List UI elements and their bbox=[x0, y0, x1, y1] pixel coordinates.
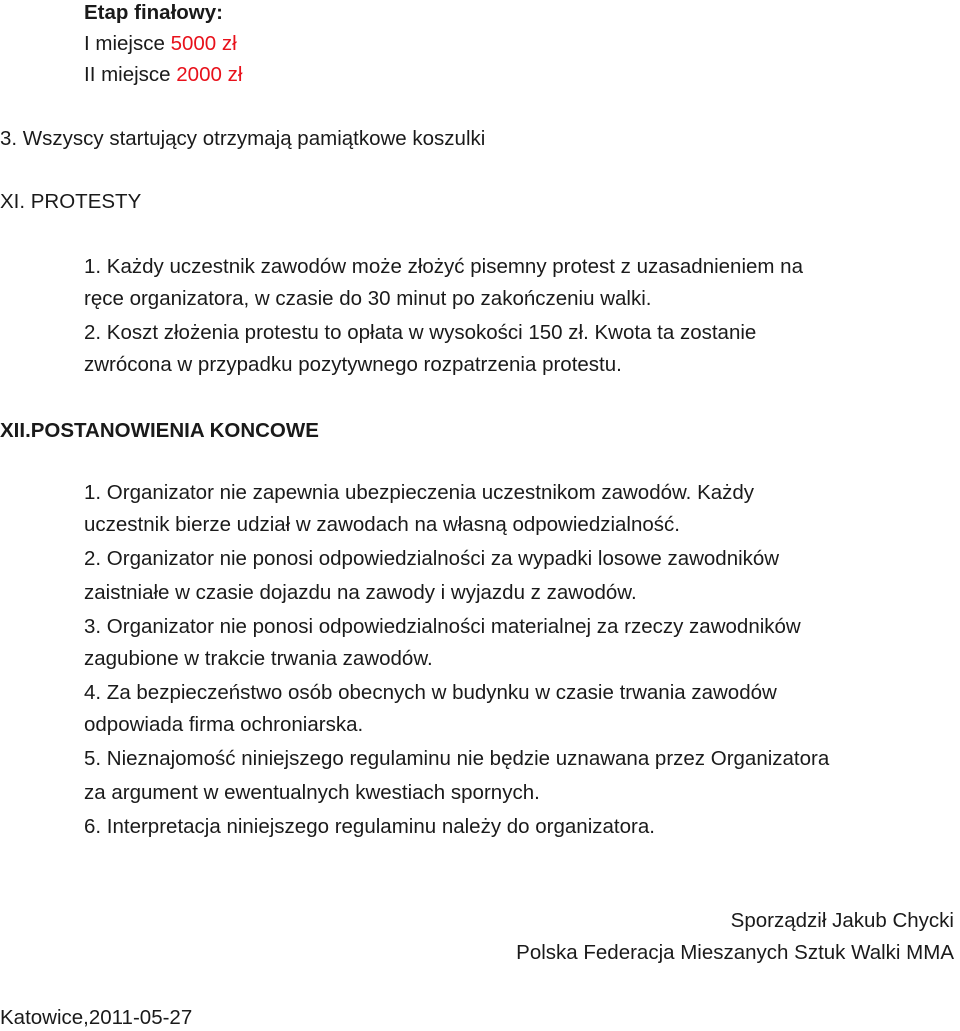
final-stage-heading: Etap finałowy: bbox=[84, 1, 223, 24]
provisions-line: zaistniałe w czasie dojazdu na zawody i wyjazdu z zawodów. bbox=[84, 581, 637, 604]
provisions-line: za argument w ewentualnych kwestiach spornych. bbox=[84, 781, 540, 804]
provisions-line: zagubione w trakcie trwania zawodów. bbox=[84, 647, 433, 670]
final-provisions-heading: XII.POSTANOWIENIA KONCOWE bbox=[0, 419, 319, 442]
first-place-line bbox=[84, 31, 237, 57]
organization-name: Polska Federacja Mieszanych Sztuk Walki MMA bbox=[516, 941, 954, 964]
protests-line: 2. Koszt złożenia protestu to opłata w wysokości 150 zł. Kwota ta zostanie bbox=[84, 321, 757, 344]
provisions-line: 2. Organizator nie ponosi odpowiedzialności za wypadki losowe zawodników bbox=[84, 547, 780, 570]
second-place-label: II miejsce bbox=[84, 63, 177, 86]
first-place-amount: 5000 zł bbox=[170, 32, 237, 55]
provisions-line: 6. Interpretacja niniejszego regulaminu należy do organizatora. bbox=[84, 815, 655, 838]
first-place-label: I miejsce bbox=[84, 32, 171, 55]
provisions-line: 3. Organizator nie ponosi odpowiedzialności materialnej za rzeczy zawodników bbox=[84, 615, 801, 638]
protests-heading: XI. PROTESTY bbox=[0, 190, 142, 213]
provisions-line: 1. Organizator nie zapewnia ubezpieczenia uczestnikom zawodów. Każdy bbox=[84, 481, 755, 504]
provisions-line: 5. Nieznajomość niniejszego regulaminu nie będzie uznawana przez Organizatora bbox=[84, 747, 830, 770]
provisions-line: odpowiada firma ochroniarska. bbox=[84, 713, 364, 736]
protests-line: 1. Każdy uczestnik zawodów może złożyć pisemny protest z uzasadnieniem na bbox=[84, 255, 803, 278]
prize-note: 3. Wszyscy startujący otrzymają pamiątkowe koszulki bbox=[0, 127, 486, 150]
second-place-line bbox=[84, 62, 242, 88]
prepared-by: Sporządził Jakub Chycki bbox=[730, 909, 954, 932]
provisions-line: uczestnik bierze udział w zawodach na własną odpowiedzialność. bbox=[84, 513, 680, 536]
protests-line: zwrócona w przypadku pozytywnego rozpatrzenia protestu. bbox=[84, 353, 622, 376]
place-date: Katowice,2011-05-27 bbox=[0, 1006, 193, 1029]
protests-line: ręce organizatora, w czasie do 30 minut po zakończeniu walki. bbox=[84, 287, 652, 310]
second-place-amount: 2000 zł bbox=[176, 63, 243, 86]
provisions-line: 4. Za bezpieczeństwo osób obecnych w budynku w czasie trwania zawodów bbox=[84, 681, 777, 704]
